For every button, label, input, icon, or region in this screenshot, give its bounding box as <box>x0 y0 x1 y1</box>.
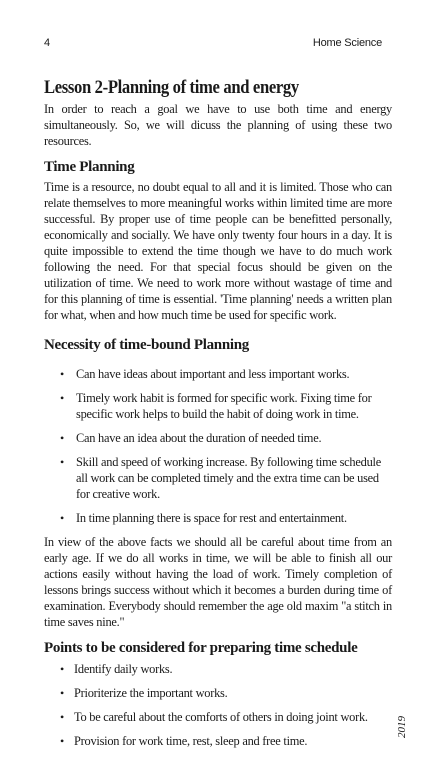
necessity-conclusion: In view of the above facts we should all be careful about time from an early age. If we do all works in time, we will be able to finish all our actions easily without having the load of work. Timely completion of lessons brings success without which it becomes a burden during time of examination. Everybody should remember the age old maxim "a stitch in time saves nine." <box>44 535 392 629</box>
necessity-list <box>44 366 392 526</box>
time-planning-body: Time is a resource, no doubt equal to all and it is limited. Those who can relate themselves to more meaningful works within limited time are more successful. By proper use of time people can be benefitted personally, economically and socially. We have only twenty four hours in a day. It is quite impossible to extend the time though we have to do much work following the need. For that special focus should be given on the utilization of time. We need to work more without wastage of time and for this planning of time is essential. 'Time planning' needs a written plan for what, when and how much time be used for specific work. <box>44 180 392 322</box>
list-item-text: Provision for work time, rest, sleep and free time. <box>74 734 308 748</box>
bullet-icon: • <box>60 391 64 405</box>
list-item <box>44 366 392 382</box>
list-item-text: In time planning there is space for rest and entertainment. <box>76 511 347 525</box>
points-list <box>44 661 392 749</box>
lesson-title: Lesson 2-Planning of time and energy <box>44 78 299 98</box>
list-item-text: Can have ideas about important and less important works. <box>76 367 350 381</box>
bullet-icon: • <box>60 431 64 445</box>
page-content <box>44 78 392 757</box>
bullet-icon: • <box>60 734 64 748</box>
page-header <box>44 37 382 53</box>
list-item <box>44 454 392 502</box>
bullet-icon: • <box>60 686 64 700</box>
lesson-intro: In order to reach a goal we have to use both time and energy simultaneously. So, we will dicuss the planning of using these two resources. <box>44 102 392 148</box>
bullet-icon: • <box>60 367 64 381</box>
list-item <box>44 661 392 677</box>
list-item-text: Timely work habit is formed for specific work. Fixing time for specific work helps to build the habit of doing work in time. <box>76 391 372 421</box>
year-mark: 2019 <box>396 716 408 738</box>
list-item-text: Identify daily works. <box>74 662 173 676</box>
page-number: 4 <box>44 37 50 49</box>
running-head: Home Science <box>312 37 382 49</box>
list-item <box>44 430 392 446</box>
necessity-heading: Necessity of time-bound Planning <box>44 337 249 353</box>
list-item <box>44 390 392 422</box>
time-planning-heading: Time Planning <box>44 159 135 175</box>
list-item <box>44 709 392 725</box>
bullet-icon: • <box>60 511 64 525</box>
list-item-text: Prioriterize the important works. <box>74 686 228 700</box>
bullet-icon: • <box>60 455 64 469</box>
bullet-icon: • <box>60 662 64 676</box>
points-heading: Points to be considered for preparing time schedule <box>44 640 358 656</box>
list-item <box>44 685 392 701</box>
list-item-text: Skill and speed of working increase. By following time schedule all work can be completed timely and the extra time can be used for creative work. <box>76 455 381 501</box>
list-item-text: To be careful about the comforts of others in doing joint work. <box>74 710 368 724</box>
list-item <box>44 733 392 749</box>
bullet-icon: • <box>60 710 64 724</box>
list-item-text: Can have an idea about the duration of needed time. <box>76 431 322 445</box>
list-item <box>44 510 392 526</box>
